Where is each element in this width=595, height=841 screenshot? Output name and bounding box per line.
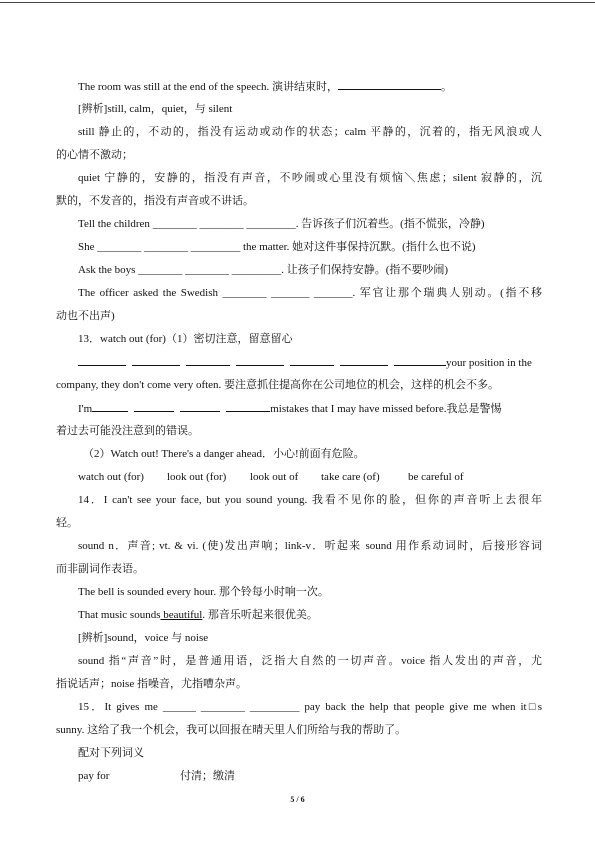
example-text: That music sounds: [78, 609, 161, 621]
phrase: look out of: [250, 471, 299, 483]
item-15-sentence-line2: sunny. 这给了我一个机会，我可以回报在晴天里人们所给与我的帮助了。: [56, 724, 407, 736]
sound-voice-noise-line1: sound 指“声音”时，是普通用语，泛指大自然的一切声音。voice 指人发出的声音，尤: [78, 655, 542, 667]
example-text: the matter. 她对这件事保持沉默。(指什么也不说): [240, 241, 476, 253]
answer-blank: _________: [249, 701, 300, 713]
item-13-sentence2-line2: 着过去可能没注意到的错误。: [56, 425, 199, 437]
example-text: . 让孩子们保持安静。(指不要吵闹): [281, 264, 449, 276]
phrase: pay for: [78, 770, 110, 782]
answer-blank: [134, 401, 174, 412]
sound-example-music: [78, 608, 542, 622]
quiet-definition-line1: quiet 宁静的，安静的，指没有声音，不吵闹或心里没有烦恼＼焦虑；silent 寂静的，沉: [78, 172, 542, 184]
answer-blank: [186, 355, 230, 366]
match-instruction: 配对下列词义: [78, 747, 144, 759]
answer-blank: [340, 355, 388, 366]
sound-voice-noise-line2: 指说话声；noise 指噪音，尤指嘈杂声。: [56, 678, 247, 690]
answer-blank: ________: [138, 264, 183, 276]
answer-blank: ________: [97, 241, 142, 253]
example-text: pay back the help that people give me when it□s: [299, 701, 543, 713]
item-13-sentence-line2: company, they don't come very often. 要注意抓住提高你在公司地位的机会，这样的机会不多。: [56, 379, 500, 391]
example-boys: [78, 263, 542, 277]
answer-blank: [236, 355, 284, 366]
underlined-word: beautiful: [160, 609, 203, 621]
answer-blank: [338, 79, 441, 90]
example-text: . 那音乐听起来很优美。: [202, 609, 318, 621]
item-13-sentence2-line1: [78, 401, 542, 416]
answer-blank: [226, 401, 270, 412]
example-text: She: [78, 241, 98, 253]
answer-blank: ________: [144, 241, 188, 253]
example-text: . 告诉孩子们沉着些。(指不慌张，冷静): [295, 218, 485, 230]
example-text: your position in the: [446, 357, 532, 369]
item-14-sentence-line2: 轻。: [56, 517, 78, 529]
item-13-heading: 13．watch out (for)（1）密切注意，留意留心: [78, 333, 293, 345]
answer-blank: ________: [199, 218, 244, 230]
item-15-sentence-line1: [78, 700, 542, 714]
example-text: The officer asked the Swedish: [78, 287, 223, 299]
room-sentence: [78, 79, 542, 94]
still-definition-line2: 的心情不激动；: [56, 149, 133, 161]
answer-blank: [78, 355, 126, 366]
answer-blank: _________: [246, 218, 296, 230]
phrase: watch out (for): [78, 471, 144, 483]
item-14-sentence-line1: 14．I can't see your face, but you sound young. 我看不见你的脸，但你的声音听上去很年: [78, 494, 542, 506]
example-text: 15．It gives me: [78, 701, 163, 713]
answer-blank: [92, 401, 128, 412]
room-sentence-text: The room was still at the end of the speech. 演讲结束时，: [78, 81, 338, 93]
answer-blank: [132, 355, 180, 366]
item-13-sentence-line1: [78, 355, 542, 370]
bianxi-heading-sound: [辨析]sound，voice 与 noise: [78, 632, 209, 644]
example-text: . 军官让那个瑞典人别动。(指不移: [352, 287, 543, 299]
example-text: mistakes that I may have missed before.我总是警惕: [270, 403, 502, 415]
quiet-definition-line2: 默的，不发音的，指没有声音或不讲话。: [56, 195, 254, 207]
phrase-meaning: 付清；缴清: [180, 770, 235, 782]
still-definition-line1: still 静止的，不动的，指没有运动或动作的状态；calm 平静的，沉着的，指无风浪或人: [78, 126, 542, 138]
example-officer: [78, 286, 542, 300]
item-13-sense-2: （2）Watch out! There's a danger ahead．小心!前面有危险。: [83, 448, 365, 460]
bianxi-heading-still: [辨析]still, calm，quiet，与 silent: [78, 103, 233, 115]
page-number: 5 / 6: [290, 795, 305, 804]
answer-blank: ________: [222, 287, 267, 299]
sound-definition-line2: 而非副词作表语。: [56, 563, 144, 575]
example-children: [78, 217, 542, 231]
answer-blank: [180, 401, 220, 412]
answer-blank: [394, 355, 446, 366]
answer-blank: ________: [200, 701, 245, 713]
top-border-rule: [0, 2, 595, 3]
answer-blank: _______: [271, 287, 310, 299]
sound-example-bell: The bell is sounded every hour. 那个铃每小时响一次。: [78, 586, 329, 598]
phrase: be careful of: [408, 471, 464, 483]
example-text: Tell the children: [78, 218, 153, 230]
example-officer-line2: 动也不出声): [56, 310, 115, 322]
answer-blank: ______: [162, 701, 196, 713]
phrase: look out (for): [167, 471, 227, 483]
answer-blank: _________: [231, 264, 282, 276]
phrase: take care (of): [321, 471, 380, 483]
answer-blank: _______: [314, 287, 353, 299]
answer-blank: [290, 355, 334, 366]
example-text: Ask the boys: [78, 264, 139, 276]
answer-blank: _________: [190, 241, 241, 253]
room-sentence-end: 。: [440, 81, 452, 93]
answer-blank: ________: [184, 264, 229, 276]
sound-definition-line1: sound n．声音; vt. & vi. (使)发出声响；link-v．听起来 sound 用作系动词时，后接形容词: [78, 540, 542, 552]
example-silent: [78, 240, 542, 254]
answer-blank: ________: [152, 218, 197, 230]
example-text: I'm: [78, 403, 93, 415]
